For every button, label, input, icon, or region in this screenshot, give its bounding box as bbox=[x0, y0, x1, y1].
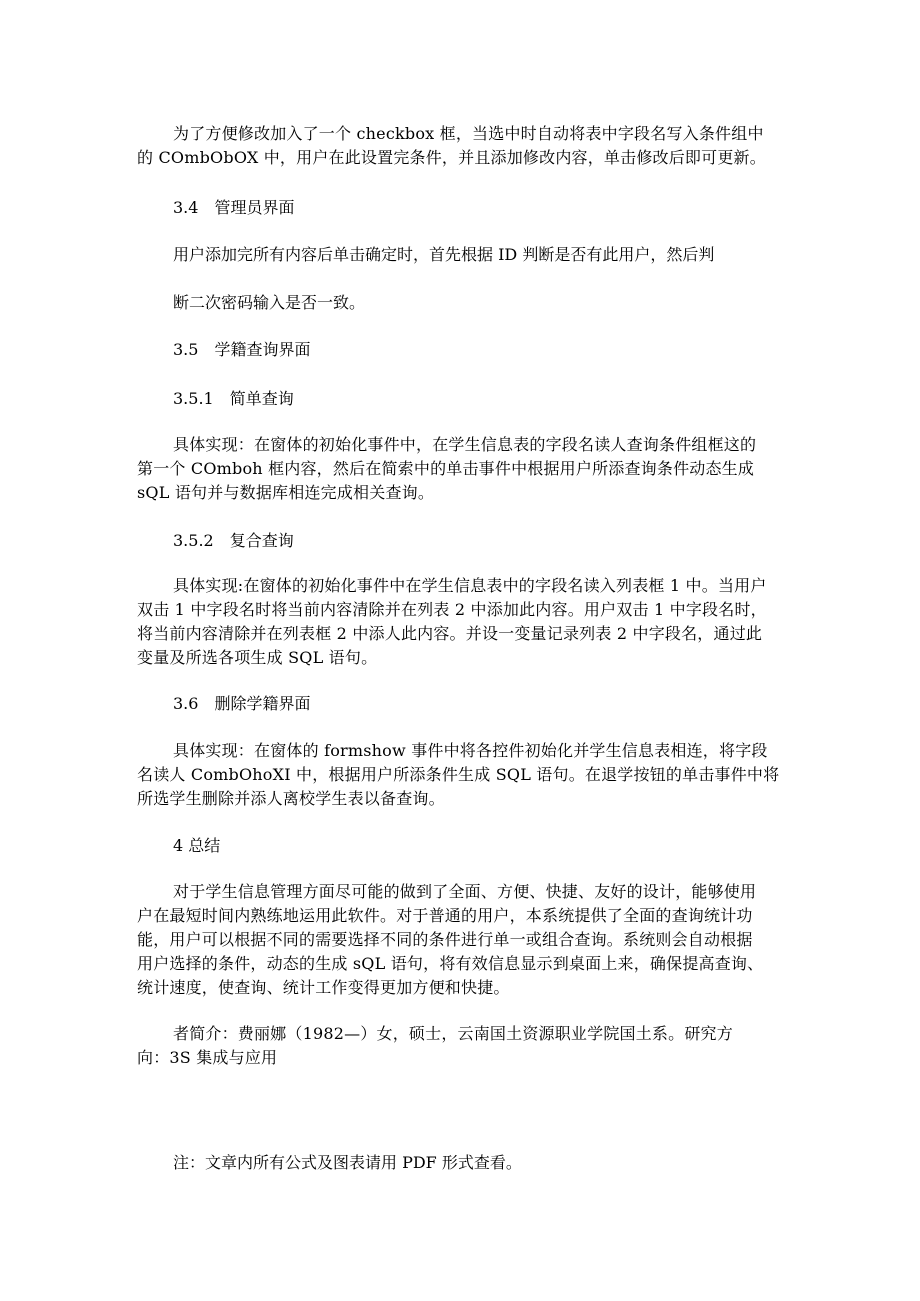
text-line: 具体实现：在窗体的初始化事件中，在学生信息表的字段名读人查询条件组框这的 bbox=[173, 435, 757, 454]
text-line: 具体实现：在窗体的 formshow 事件中将各控件初始化并学生信息表相连，将字段 bbox=[173, 741, 768, 760]
text-line: 变量及所选各项生成 SQL 语句。 bbox=[137, 648, 378, 667]
paragraph-compound-query bbox=[137, 574, 787, 670]
text-line: 对于学生信息管理方面尽可能的做到了全面、方便、快捷、友好的设计，能够使用 bbox=[173, 882, 757, 901]
paragraph-author-bio bbox=[137, 1022, 787, 1070]
text-line: 者简介：费丽娜（1982—）女，硕士，云南国土资源职业学院国土系。研究方 bbox=[173, 1024, 733, 1043]
paragraph-delete bbox=[137, 739, 787, 811]
text-line: 名读人 CombOhoXI 中，根据用户所添条件生成 SQL 语句。在退学按钮的单击事件中将 bbox=[137, 765, 780, 784]
text-line: 具体实现:在窗体的初始化事件中在学生信息表中的字段名读入列表框 1 中。当用户 bbox=[173, 576, 767, 595]
text-line: 为了方便修改加入了一个 checkbox 框，当选中时自动将表中字段名写入条件组中 bbox=[173, 124, 764, 143]
paragraph-admin-2: 断二次密码输入是否一致。 bbox=[173, 293, 366, 312]
text-line: 能，用户可以根据不同的需要选择不同的条件进行单一或组合查询。系统则会自动根据 bbox=[137, 930, 753, 949]
footnote: 注：文章内所有公式及图表请用 PDF 形式查看。 bbox=[173, 1153, 522, 1172]
text-line: 的 COmbObOX 中，用户在此设置完条件，并且添加修改内容，单击修改后即可更新。 bbox=[137, 148, 766, 167]
text-line: 所选学生删除并添人离校学生表以备查询。 bbox=[137, 789, 445, 808]
text-line: 统计速度，使查询、统计工作变得更加方便和快捷。 bbox=[137, 978, 510, 997]
section-heading-4: 4 总结 bbox=[173, 836, 221, 855]
text-line: 向：3S 集成与应用 bbox=[137, 1048, 278, 1067]
paragraph-checkbox bbox=[137, 122, 787, 170]
section-heading-3-5-2: 3.5.2 复合查询 bbox=[173, 531, 294, 550]
section-heading-3-5-1: 3.5.1 简单查询 bbox=[173, 389, 294, 408]
text-line: 将当前内容清除并在列表框 2 中添人此内容。并设一变量记录列表 2 中字段名，通过此 bbox=[137, 624, 763, 643]
text-line: sQL 语句并与数据库相连完成相关查询。 bbox=[137, 483, 435, 502]
text-line: 用户选择的条件，动态的生成 sQL 语句，将有效信息显示到桌面上来，确保提高查询、 bbox=[137, 954, 764, 973]
paragraph-admin-1: 用户添加完所有内容后单击确定时，首先根据 ID 判断是否有此用户，然后判 bbox=[173, 245, 715, 264]
text-line: 户在最短时间内熟练地运用此软件。对于普通的用户，本系统提供了全面的查询统计功 bbox=[137, 906, 753, 925]
paragraph-summary bbox=[137, 880, 787, 1000]
text-line: 第一个 COmboh 框内容，然后在简索中的单击事件中根据用户所添查询条件动态生成 bbox=[137, 459, 755, 478]
section-heading-3-4: 3.4 管理员界面 bbox=[173, 198, 295, 217]
text-line: 双击 1 中字段名时将当前内容清除并在列表 2 中添加此内容。用户双击 1 中字段名时， bbox=[137, 600, 767, 619]
section-heading-3-6: 3.6 删除学籍界面 bbox=[173, 694, 311, 713]
paragraph-simple-query bbox=[137, 433, 787, 505]
section-heading-3-5: 3.5 学籍查询界面 bbox=[173, 340, 311, 359]
